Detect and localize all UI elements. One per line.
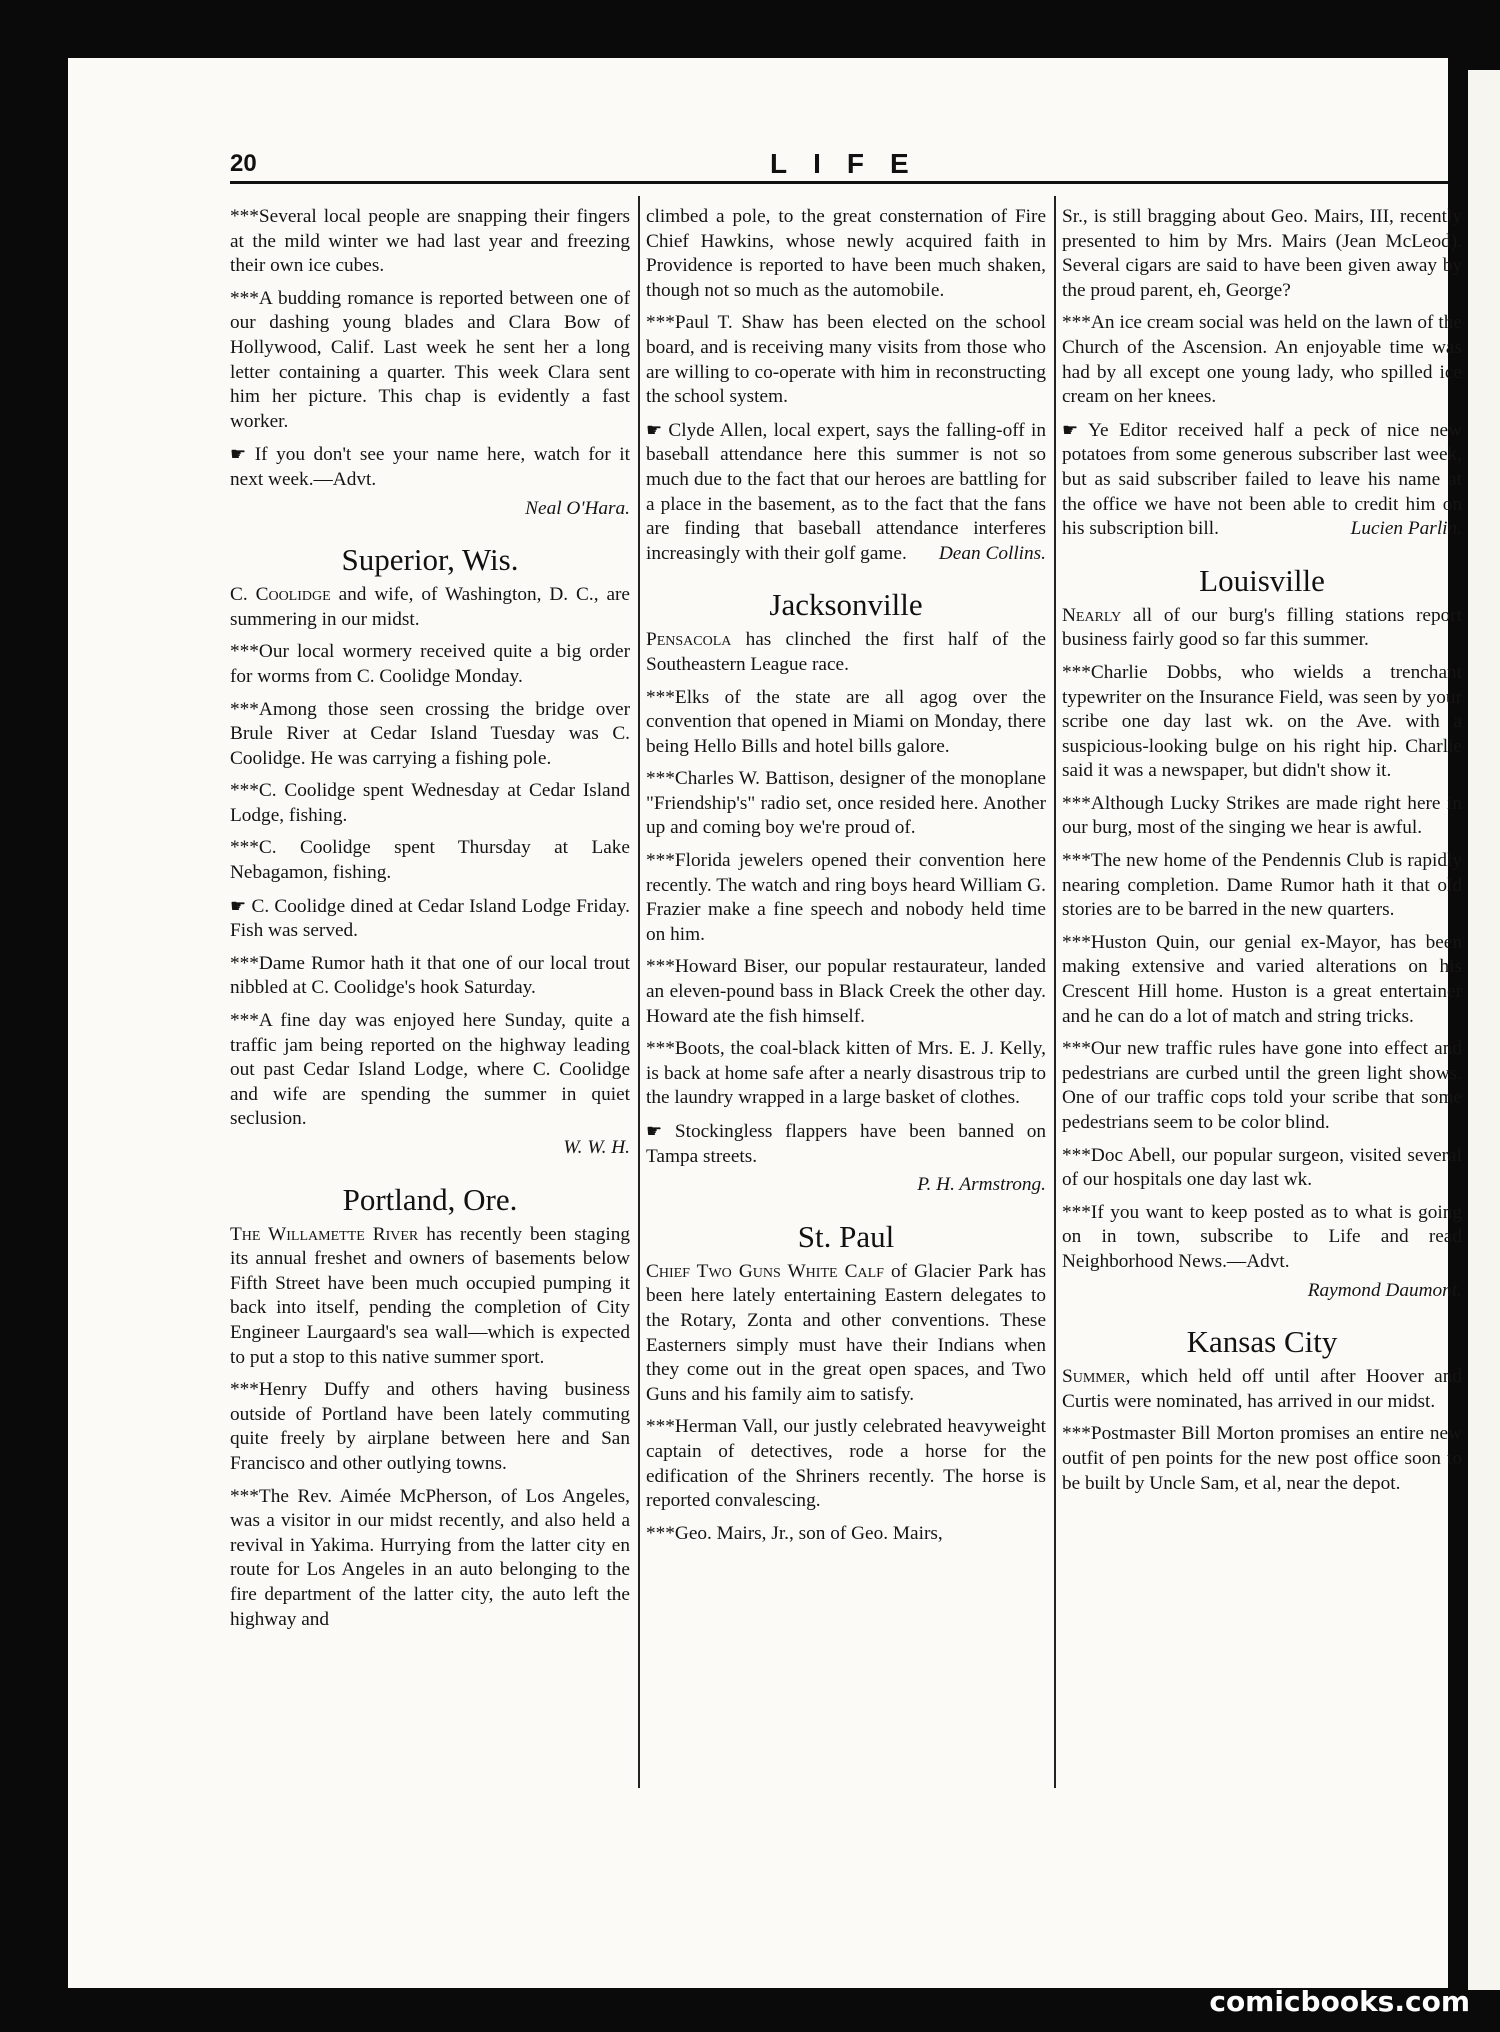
item: ☛ Stockingless flappers have been banned on Tampa streets. bbox=[646, 1121, 1047, 1167]
page-number: 20 bbox=[230, 150, 257, 177]
adjacent-page-edge bbox=[1468, 70, 1500, 1990]
item: ***Boots, the coal-black kitten of Mrs. E. J. Kelly, is back at home safe after a nearly disastrous trip to the laundry wrapped in a large basket of clothes. bbox=[646, 1038, 1046, 1109]
item: ***C. Coolidge spent Wednesday at Cedar Island Lodge, fishing. bbox=[230, 780, 630, 826]
item: ***Although Lucky Strikes are made right here in our burg, most of the singing we hear is awful. bbox=[1062, 792, 1462, 839]
item: Sr., is still bragging about Geo. Mairs, III, recently presented to him by Mrs. Mairs (Jean McLeod). Several cigars are said to have been given away by the proud parent, eh, George? bbox=[1062, 206, 1462, 301]
section-heading: Superior, Wis. bbox=[341, 542, 519, 578]
item: ***Charles W. Battison, designer of the monoplane "Friendship's" radio set, once resided here. Another up and coming boy we're proud of. bbox=[646, 768, 1046, 839]
pointing-hand-icon: ☛ bbox=[646, 1121, 663, 1141]
item: ***A fine day was enjoyed here Sunday, quite a traffic jam being reported on the highway leading out past Cedar Island Lodge, where C. Coolidge and wife are spending the summer in quiet seclusion. bbox=[230, 1010, 630, 1130]
item: ***Henry Duffy and others having business outside of Portland have been lately commuting quite freely by airplane between here and San Francisco and other outlying towns. bbox=[230, 1379, 630, 1474]
item: ***Our new traffic rules have gone into effect and pedestrians are curbed until the green light shows. One of our traffic cops told your scribe that some pedestrians seem to be color blind. bbox=[1062, 1038, 1462, 1133]
section-heading: Louisville bbox=[1199, 562, 1325, 598]
item: ☛ C. Coolidge dined at Cedar Island Lodge Friday. Fish was served. bbox=[230, 895, 630, 942]
item: ***Among those seen crossing the bridge over Brule River at Cedar Island Tuesday was C. Coolidge. He was carrying a fishing pole. bbox=[230, 698, 630, 769]
column-2 bbox=[646, 205, 1046, 1554]
item: ***Florida jewelers opened their convention here recently. The watch and ring boys heard William G. Frazier make a fine speech and nobody held time on him. bbox=[646, 850, 1046, 945]
item: The Willamette River has recently been staging its annual freshet and owners of basements below Fifth Street have been much occupied pumping it back into itself, pending the completion of City Engineer Laurgaard's sea wall—which is expected to put a stop to this native summer sport. bbox=[230, 1223, 630, 1368]
item: ***Postmaster Bill Morton promises an entire new outfit of pen points for the new post office soon to be built by Uncle Sam, et al, near the depot. bbox=[1062, 1423, 1462, 1494]
item: ***If you want to keep posted as to what is going on in town, subscribe to Life and read Neighborhood News.—Advt. bbox=[1062, 1201, 1462, 1272]
item: ***The new home of the Pendennis Club is rapidly nearing completion. Dame Rumor hath it that old stories are to be barred in the new quarters. bbox=[1062, 850, 1462, 921]
item: ☛ Ye Editor received half a peck of nice new potatoes from some generous subscriber last week, but as said subscriber failed to leave his name at the office we have not been able to credit him on his subscription bill. Lucien Parlin. bbox=[1062, 418, 1462, 542]
item: ***Dame Rumor hath it that one of our local trout nibbled at C. Coolidge's hook Saturday. bbox=[230, 952, 630, 999]
header-rule bbox=[230, 181, 1448, 184]
column-divider bbox=[638, 196, 640, 1788]
item: ***Howard Biser, our popular restaurateur, landed an eleven-pound bass in Black Creek the other day. Howard ate the fish himself. bbox=[646, 956, 1046, 1027]
pointing-hand-icon: ☛ bbox=[1062, 419, 1079, 440]
item: ***C. Coolidge spent Thursday at Lake Nebagamon, fishing. bbox=[230, 837, 630, 884]
byline: Raymond Daumont. bbox=[1307, 1279, 1462, 1301]
item: ***Several local people are snapping their fingers at the mild winter we had last year and freezing their own ice cubes. bbox=[230, 206, 630, 277]
item: ***Herman Vall, our justly celebrated heavyweight captain of detectives, rode a horse for the edification of the Shriners recently. The horse is reported convalescing. bbox=[646, 1416, 1046, 1512]
byline: W. W. H. bbox=[563, 1137, 630, 1158]
item: ☛ Clyde Allen, local expert, says the falling-off in baseball attendance here this summer is not so much due to the fact that our heroes are battling for a place in the basement, as to the fact that the fans are finding that baseball attendance interferes increasingly with their golf game. Dean Collins. bbox=[646, 418, 1046, 567]
item: ***An ice cream social was held on the lawn of the Church of the Ascension. An enjoyable time was had by all except one young lady, who spilled ice cream on her knees. bbox=[1062, 312, 1462, 408]
section-heading: Kansas City bbox=[1186, 1324, 1338, 1360]
pointing-hand-icon: ☛ bbox=[230, 895, 247, 916]
byline: P. H. Armstrong. bbox=[917, 1174, 1046, 1196]
column-divider bbox=[1054, 196, 1056, 1788]
item: Nearly all of our burg's filling stations report business fairly good so far this summer. bbox=[1062, 604, 1463, 651]
item: ***A budding romance is reported between one of our dashing young blades and Clara Bow of Hollywood, Calif. Last week he sent her a long letter containing a quarter. This week Clara sent him her picture. This chap is evidently a fast worker. bbox=[230, 287, 630, 432]
byline: Neal O'Hara. bbox=[525, 497, 630, 519]
item: Summer, which held off until after Hoover and Curtis were nominated, has arrived in our midst. bbox=[1062, 1366, 1463, 1412]
item: ***Geo. Mairs, Jr., son of Geo. Mairs, bbox=[646, 1522, 943, 1544]
watermark: comicbooks.com bbox=[1209, 1985, 1470, 2018]
item: climbed a pole, to the great consternation of Fire Chief Hawkins, whose newly acquired faith in Providence is reported to have been much shaken, though not so much as the automobile. bbox=[646, 206, 1046, 301]
item: Chief Two Guns White Calf of Glacier Park has been here lately entertaining Eastern delegates to the Rotary, Zonta and other conventions. These Easterners simply must have their Indians when they come out in the great open spaces, and Two Guns and his family aim to satisfy. bbox=[646, 1260, 1046, 1405]
item: ***Elks of the state are all agog over the convention that opened in Miami on Monday, there being Hello Bills and hotel bills galore. bbox=[646, 686, 1046, 757]
item: ***Charlie Dobbs, who wields a trenchant typewriter on the Insurance Field, was seen by your scribe one day last wk. on the Ave. with a suspicious-looking bulge on his right hip. Charlie said it was a newspaper, but didn't show it. bbox=[1062, 661, 1462, 782]
masthead: LIFE bbox=[770, 148, 935, 179]
byline: Dean Collins. bbox=[938, 542, 1046, 564]
section-heading: St. Paul bbox=[797, 1218, 895, 1254]
section-heading: Jacksonville bbox=[769, 587, 923, 623]
item: C. Coolidge and wife, of Washington, D. C., are summering in our midst. bbox=[230, 584, 630, 630]
pointing-hand-icon: ☛ bbox=[230, 444, 247, 465]
item: ***Doc Abell, our popular surgeon, visited several of our hospitals one day last wk. bbox=[1062, 1144, 1462, 1191]
pointing-hand-icon: ☛ bbox=[646, 419, 663, 440]
page-header bbox=[230, 150, 1448, 190]
section-heading: Portland, Ore. bbox=[342, 1181, 518, 1217]
item: Pensacola has clinched the first half of the Southeastern League race. bbox=[646, 629, 1046, 675]
item: ***Our local wormery received quite a big order for worms from C. Coolidge Monday. bbox=[230, 641, 630, 687]
item: ***Huston Quin, our genial ex-Mayor, has been making extensive and varied alterations on his Crescent Hill home. Huston is a great entertainer and he can do a lot of match and string tricks. bbox=[1062, 931, 1462, 1027]
item: ***The Rev. Aimée McPherson, of Los Angeles, was a visitor in our midst recently, and also held a revival in Yakima. Hurrying from the latter city en route for Los Angeles in an auto belonging to the fire department of the latter city, the auto left the highway and bbox=[230, 1485, 630, 1630]
byline: Lucien Parlin. bbox=[1350, 518, 1462, 540]
column-1 bbox=[230, 205, 630, 1640]
column-3 bbox=[1062, 205, 1462, 1504]
item: ***Paul T. Shaw has been elected on the school board, and is receiving many visits from those who are willing to co-operate with him in reconstructing the school system. bbox=[646, 312, 1046, 408]
item: ☛ If you don't see your name here, watch for it next week.—Advt. bbox=[230, 444, 630, 490]
